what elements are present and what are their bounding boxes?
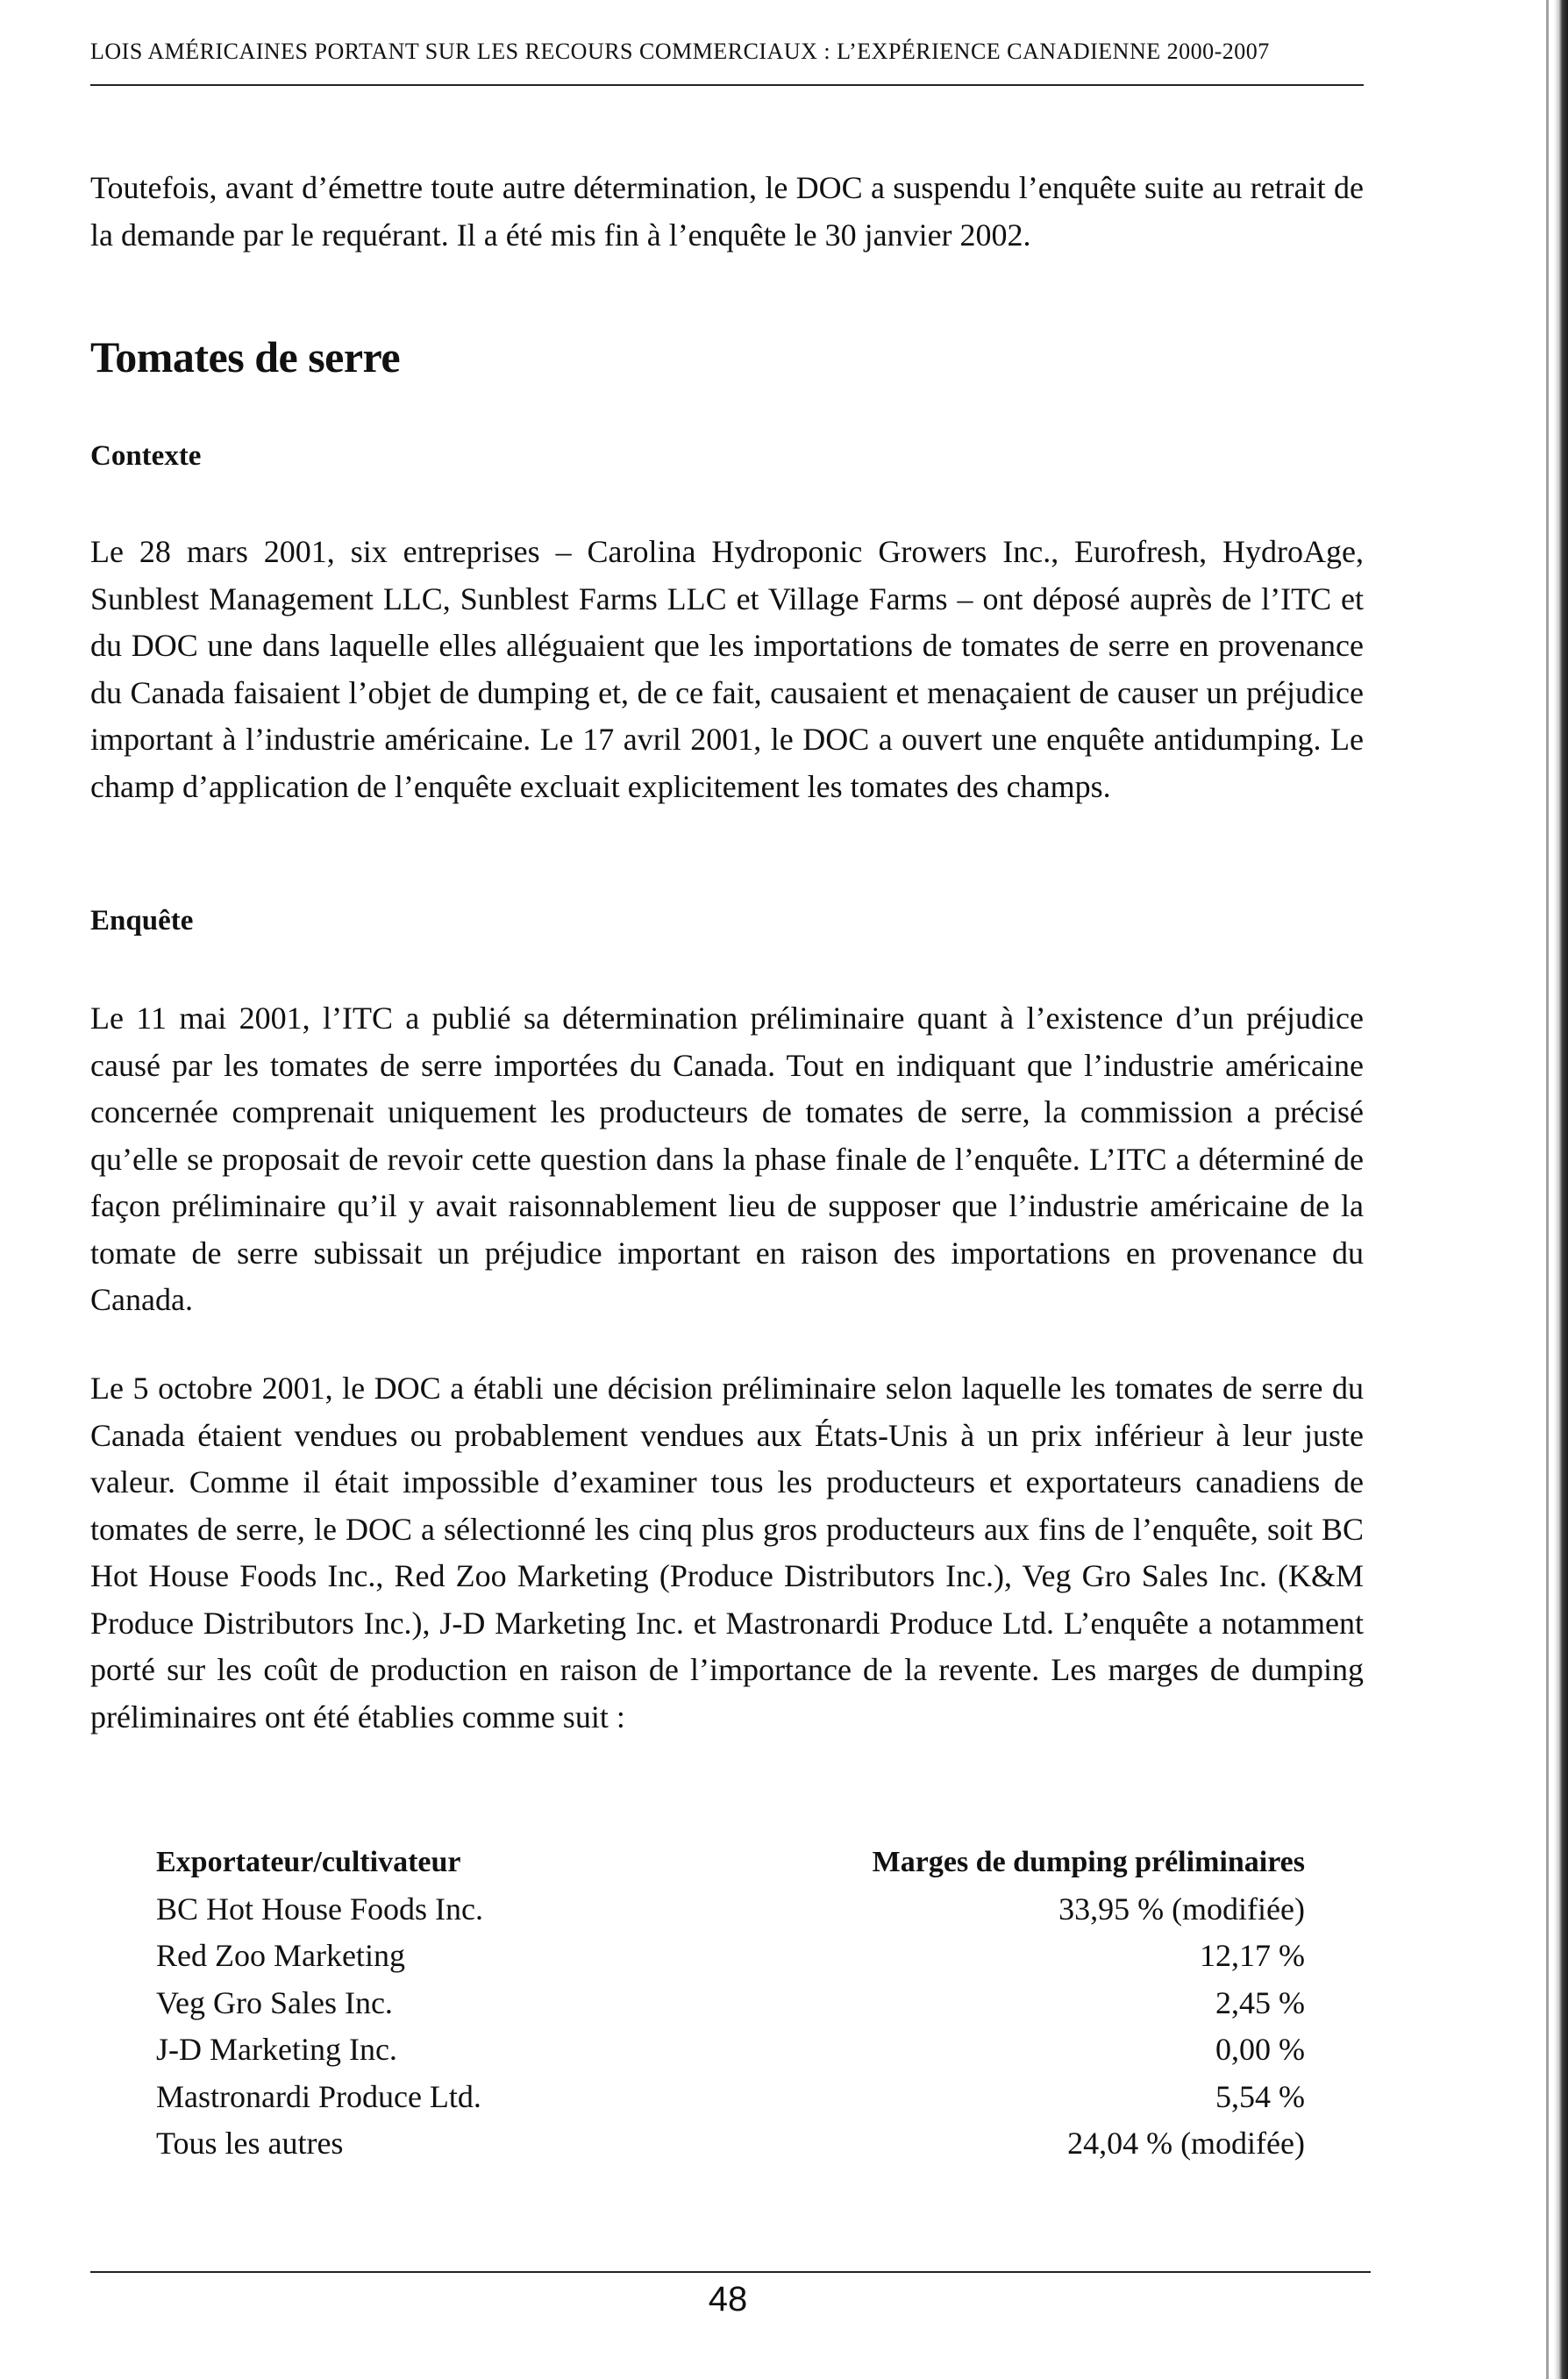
inquiry-heading: Enquête	[90, 905, 194, 937]
margin-cell: 0,00 %	[1215, 2032, 1305, 2068]
table-row	[156, 1885, 1305, 1933]
context-heading: Contexte	[90, 440, 202, 472]
exporter-cell: Mastronardi Produce Ltd.	[156, 2078, 481, 2114]
header-exporter: Exportateur/cultivateur	[156, 1846, 461, 1878]
table-row	[156, 1979, 1305, 2026]
scan-edge-shadow	[1554, 0, 1568, 2379]
intro-paragraph: Toutefois, avant d’émettre toute autre détermination, le DOC a suspendu l’enquête suite au retrait de la demande par le requérant. Il a été mis fin à l’enquête le 30 janvier 2002.	[90, 170, 1364, 253]
scan-edge-line	[1546, 0, 1549, 2379]
page-number: 48	[708, 2280, 748, 2318]
table-header-row	[156, 1840, 1305, 1885]
header-margin: Marges de dumping préliminaires	[872, 1846, 1305, 1878]
running-header: LOIS AMÉRICAINES PORTANT SUR LES RECOURS COMMERCIAUX : L’EXPÉRIENCE CANADIENNE 2000-2007	[90, 39, 1270, 64]
exporter-cell: J-D Marketing Inc.	[156, 2032, 397, 2068]
margin-cell: 33,95 % (modifiée)	[1058, 1891, 1305, 1927]
exporter-cell: Red Zoo Marketing	[156, 1938, 405, 1974]
margin-cell: 2,45 %	[1215, 1984, 1305, 2020]
exporter-cell: BC Hot House Foods Inc.	[156, 1891, 484, 1927]
table-row	[156, 2120, 1305, 2168]
table-row	[156, 1933, 1305, 1980]
inquiry-paragraph-1: Le 11 mai 2001, l’ITC a publié sa détermination préliminaire quant à l’existence d’un préjudice causé par les tomates de serre importées du Canada. Tout en indiquant que l’industrie américaine concernée comprenait uniquement les producteurs de tomates de serre, la commission a précisé qu’elle se proposait de revoir cette question dans la phase finale de l’enquête. L’ITC a déterminé de façon préliminaire qu’il y avait raisonnablement lieu de supposer que l’industrie américaine de la tomate de serre subissait un préjudice important en raison des importations en provenance du Canada.	[90, 1001, 1364, 1317]
table-row	[156, 2026, 1305, 2074]
margin-cell: 5,54 %	[1215, 2078, 1305, 2114]
exporter-cell: Tous les autres	[156, 2126, 344, 2162]
dumping-margins-table	[156, 1840, 1305, 2167]
footer-divider	[90, 2271, 1371, 2273]
inquiry-paragraph-2: Le 5 octobre 2001, le DOC a établi une décision préliminaire selon laquelle les tomates de serre du Canada étaient vendues ou probablement vendues aux États-Unis à un prix inférieur à leur juste valeur. Comme il était impossible d’examiner tous les producteurs et exportateurs canadiens de tomates de serre, le DOC a sélectionné les cinq plus gros producteurs aux fins de l’enquête, soit BC Hot House Foods Inc., Red Zoo Marketing (Produce Distributors Inc.), Veg Gro Sales Inc. (K&M Produce Distributors Inc.), J-D Marketing Inc. et Mastronardi Produce Ltd. L’enquête a notamment porté sur les coût de production en raison de l’importance de la revente. Les marges de dumping préliminaires ont été établies comme suit :	[90, 1371, 1364, 1734]
margin-cell: 24,04 % (modifée)	[1067, 2126, 1305, 2162]
context-paragraph: Le 28 mars 2001, six entreprises – Carolina Hydroponic Growers Inc., Eurofresh, HydroAge, Sunblest Management LLC, Sunblest Farms LLC et Village Farms – ont déposé auprès de l’ITC et du DOC une dans laquelle elles alléguaient que les importations de tomates de serre en provenance du Canada faisaient l’objet de dumping et, de ce fait, causaient et menaçaient de causer un préjudice important à l’industrie américaine. Le 17 avril 2001, le DOC a ouvert une enquête antidumping. Le champ d’application de l’enquête excluait explicitement les tomates des champs.	[90, 534, 1364, 804]
header-divider	[90, 84, 1364, 86]
exporter-cell: Veg Gro Sales Inc.	[156, 1984, 393, 2020]
table-row	[156, 2073, 1305, 2120]
section-title: Tomates de serre	[90, 332, 401, 381]
margin-cell: 12,17 %	[1200, 1938, 1305, 1974]
